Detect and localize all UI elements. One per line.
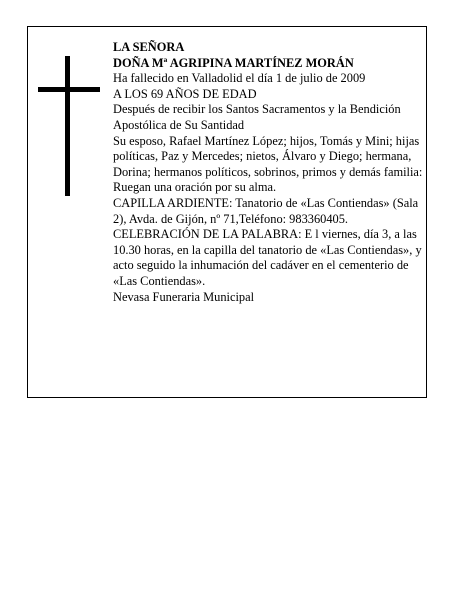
chapel-info: CAPILLA ARDIENTE: Tanatorio de «Las Contiendas» (Sala 2), Avda. de Gijón, nº 71,Teléfono: 983360405. (113, 195, 419, 226)
family-list: Su esposo, Rafael Martínez López; hijos, Tomás y Mini; hijas políticas, Paz y Mercedes; nietos, Álvaro y Diego; hermana, Dorina; hermanos políticos, sobrinos, primos y demás familia: (113, 133, 423, 179)
celebration-info: CELEBRACIÓN DE LA PALABRA: E l viernes, día 3, a las 10.30 horas, en la capilla del tanatorio de «Las Contiendas», y acto seguido la inhumación del cadáver en el cementerio de «Las Contiendas». (113, 227, 422, 288)
sacraments-statement: Después de recibir los Santos Sacramentos y la Bendición Apostólica de Su Santidad (113, 102, 401, 132)
prayer-request: Ruegan una oración por su alma. (113, 180, 277, 195)
age-statement: A LOS 69 AÑOS DE EDAD (113, 86, 257, 101)
obituary-text (113, 40, 425, 305)
notice-heading: LA SEÑORA (113, 40, 185, 54)
cross-vertical-bar (65, 56, 70, 196)
funeral-home-name: Nevasa Funeraria Municipal (113, 289, 255, 304)
deceased-name: DOÑA Mª AGRIPINA MARTÍNEZ MORÁN (113, 55, 354, 70)
latin-cross-icon (38, 56, 100, 196)
death-statement: Ha fallecido en Valladolid el día 1 de julio de 2009 (113, 71, 366, 86)
cross-horizontal-bar (38, 87, 100, 92)
